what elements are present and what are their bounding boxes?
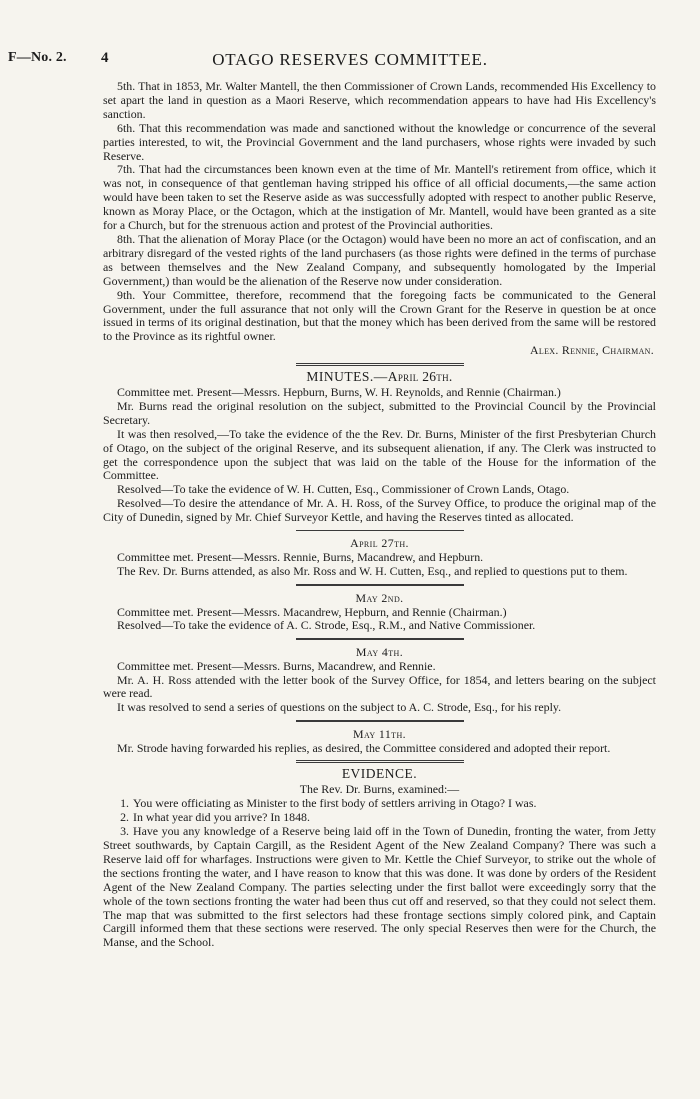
entry-divider: [296, 720, 464, 721]
minutes-paragraph: Committee met. Present—Messrs. Rennie, Burns, Macandrew, and Hepburn.: [117, 550, 484, 565]
parliamentary-paper-ref: F—No. 2.: [8, 50, 67, 65]
minutes-paragraph: Mr. Strode having forwarded his replies, as desired, the Committee considered and adopted their report.: [117, 740, 611, 755]
minutes-entry: [103, 646, 656, 716]
question-text: In what year did you arrive? In 1848.: [133, 810, 310, 825]
committee-report: [103, 80, 656, 358]
evidence-question: [103, 811, 656, 825]
minutes-heading-dash: —: [373, 369, 388, 385]
minutes-entry: [103, 386, 656, 525]
minutes-entry: [103, 537, 656, 579]
report-paragraph: 6th. That this recommendation was made and sanctioned without the knowledge or concurrence of the several parties interested, to wit, the Provincial Government and the land purchasers, whose rights were invaded by such Reserve.: [103, 120, 656, 163]
report-paragraph: 7th. That had the circumstances been known even at the time of Mr. Mantell's retirement from office, which it was not, in consequence of that gentleman having stripped his office of all official documents,—the same action would have been taken to set the Reserve aside as was successfully adopted with respect to another public Reserve, known as Moray Place, or the Octagon, which at the instigation of Mr. Mantell, would have been granted as a site for a Church, but for the strenuous action and protest of the Provincial authorities.: [103, 162, 656, 233]
question-number: 3.: [120, 824, 129, 839]
minutes-heading-title: MINUTES.: [306, 369, 374, 385]
minutes-entry: [103, 728, 656, 756]
minutes-paragraph: Resolved—To take the evidence of A. C. Strode, Esq., R.M., and Native Commissioner.: [117, 618, 536, 633]
evidence-section: [103, 767, 656, 950]
evidence-question: [103, 825, 656, 950]
minutes-paragraph: Mr. Burns read the original resolution on the subject, submitted to the Provincial Council by the Provincial Secretary.: [103, 398, 656, 427]
minutes-paragraph: Mr. A. H. Ross attended with the letter book of the Survey Office, for 1854, and letters bearing on the subject were read.: [103, 672, 656, 701]
minutes-date: April 27th.: [350, 536, 409, 551]
minutes-first-date: April 26th.: [387, 369, 453, 385]
question-text: You were officiating as Minister to the first body of settlers arriving in Otago? I was.: [133, 796, 537, 811]
report-paragraph: 5th. That in 1853, Mr. Walter Mantell, the then Commissioner of Crown Lands, recommended His Excellency to set apart the land in question as a Maori Reserve, which recommendation appears to have had His Excellency's sanction.: [103, 79, 656, 121]
minutes-paragraph: Committee met. Present—Messrs. Hepburn, Burns, W. H. Reynolds, and Rennie (Chairman.): [117, 385, 561, 400]
minutes-date: May 2nd.: [355, 590, 404, 605]
minutes-paragraph: Committee met. Present—Messrs. Macandrew, Hepburn, and Rennie (Chairman.): [117, 604, 507, 619]
section-divider: [296, 760, 464, 763]
entry-divider: [296, 530, 464, 531]
page-title: OTAGO RESERVES COMMITTEE.: [212, 50, 488, 69]
question-number: 2.: [120, 810, 129, 825]
entry-divider: [296, 584, 464, 585]
minutes-entry: [103, 592, 656, 634]
chairman-signature: Alex. Rennie, Chairman.: [530, 343, 654, 358]
minutes-date: May 4th.: [355, 644, 404, 659]
minutes-paragraph: The Rev. Dr. Burns attended, as also Mr. Ross and W. H. Cutten, Esq., and replied to questions put to them.: [117, 564, 628, 579]
minutes-section: [103, 370, 656, 755]
minutes-paragraph: It was resolved to send a series of questions on the subject to A. C. Strode, Esq., for his reply.: [117, 700, 562, 715]
document-body: [103, 80, 656, 950]
minutes-paragraph: Resolved—To desire the attendance of Mr. A. H. Ross, of the Survey Office, to produce the original map of the City of Dunedin, signed by Mr. Chief Surveyor Kettle, and having the Reserves tinted as allocated.: [103, 496, 656, 525]
evidence-heading: EVIDENCE.: [341, 766, 418, 782]
entry-divider: [296, 638, 464, 639]
evidence-question: [103, 797, 656, 811]
minutes-paragraph: Resolved—To take the evidence of W. H. Cutten, Esq., Commissioner of Crown Lands, Otago.: [117, 482, 570, 497]
report-paragraph: 8th. That the alienation of Moray Place (or the Octagon) would have been no more an act of confiscation, and an arbitrary disregard of the vested rights of the land purchasers (as those rights were defined in the terms of purchase as between themselves and the New Zealand Company, and subsequently homologated by the Imperial Government,) than would be the alienation of the Reserve now under consideration.: [103, 231, 656, 288]
report-paragraph: 9th. Your Committee, therefore, recommend that the foregoing facts be communicated to the General Government, under the full assurance that not only will the Crown Grant for the Reserve in question be at once issued in terms of its original destination, but that the money which has been derived from the same will be restored to the Province as its rightful owner.: [103, 287, 656, 344]
minutes-date: May 11th.: [352, 726, 407, 741]
page-header: [0, 50, 700, 70]
minutes-heading: [103, 370, 656, 384]
minutes-paragraph: Committee met. Present—Messrs. Burns, Macandrew, and Rennie.: [117, 658, 436, 673]
question-number: 1.: [120, 796, 129, 811]
minutes-paragraph: It was then resolved,—To take the evidence of the the Rev. Dr. Burns, Minister of the first Presbyterian Church of Otago, on the subject of the original Reserve, and its subsequent alienation, if any. The Clerk was instructed to get the correspondence upon the subject that was laid on the table of the House for the information of the Committee.: [103, 426, 656, 483]
witness-line: The Rev. Dr. Burns, examined:—: [299, 782, 460, 797]
section-divider: [296, 363, 464, 366]
page-number: 4: [101, 50, 109, 66]
question-text: Have you any knowledge of a Reserve being laid off in the Town of Dunedin, fronting the water, from Jetty Street southwards, by Captain Cargill, as the Resident Agent of the New Zealand Company? There was such a Reserve laid off for wharfages. Instructions were given to Mr. Kettle the Chief Surveyor, to strike out the whole of the sections fronting the water, and I have reason to know that this was done. It was done by orders of the Resident Agent of the New Zealand Company. The parties selecting under the first ballot were exceedingly sorry that the whole of the town sections fronting the water had been thus cut off and reserved, so that they could not select them. The map that was submitted to the first selectors had these frontage sections simply colored pink, and Captain Cargill informed them that these sections were reserved. The only special Reserves then were for the Church, the Manse, and the School.: [103, 824, 656, 950]
